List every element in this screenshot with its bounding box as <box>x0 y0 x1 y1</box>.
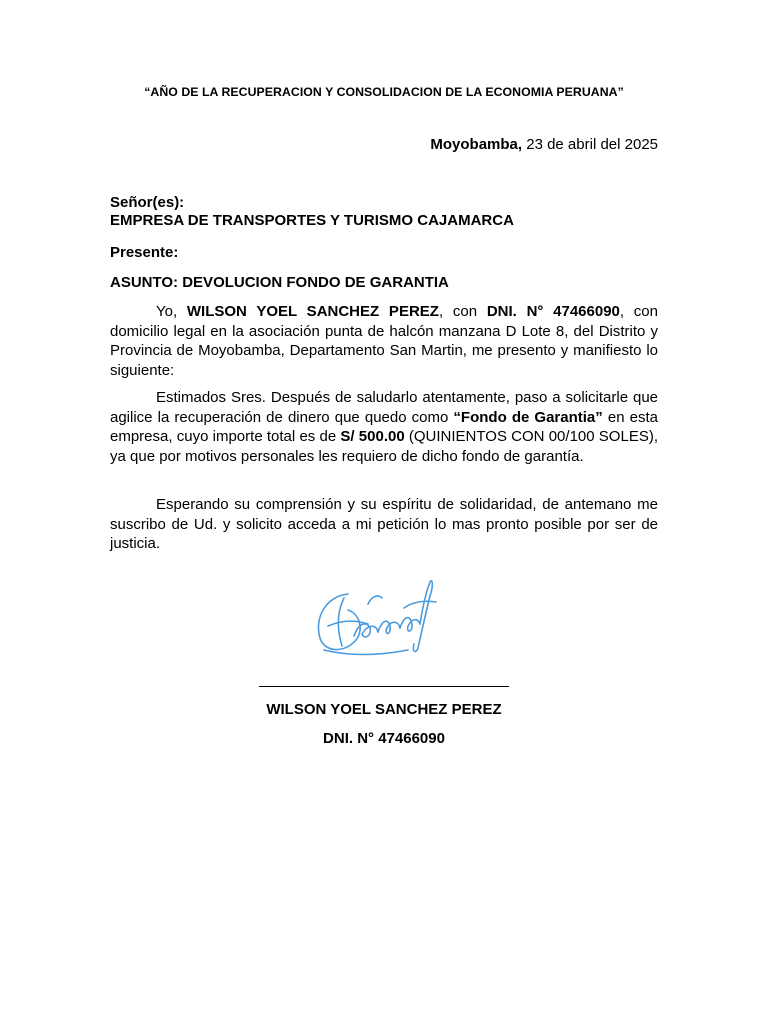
date-city: Moyobamba, <box>430 136 523 153</box>
presente-label: Presente: <box>110 244 179 261</box>
recipient-company: EMPRESA DE TRANSPORTES Y TURISMO CAJAMARCA <box>110 212 514 229</box>
signer-name: WILSON YOEL SANCHEZ PEREZ <box>266 701 502 718</box>
p2-amount: S/ 500.00 <box>340 428 405 445</box>
p1-sender-dni: DNI. N° 47466090 <box>486 303 620 320</box>
recipient-block <box>110 194 514 230</box>
p1-text-3: , con domicilio legal en la asociación punta de halcón manzana D Lote 8, del Distrito y Provincia de Moyobamba, Departamento San Martin, me presento y manifiesto lo siguiente: <box>110 303 658 379</box>
p2-text-1: Estimados Sres. Después de saludarlo atentamente, paso a solicitarle que agilice la recuperación de dinero que quedo como <box>110 389 658 426</box>
paragraph-introduction <box>110 302 658 380</box>
signature-line <box>259 686 509 687</box>
p1-sender-name: WILSON YOEL SANCHEZ PEREZ <box>186 303 439 320</box>
handwritten-signature <box>308 574 444 660</box>
date-text: 23 de abril del 2025 <box>522 136 658 153</box>
p2-text-2: en esta empresa, cuyo importe total es de <box>110 408 658 445</box>
subject-line: ASUNTO: DEVOLUCION FONDO DE GARANTIA <box>110 274 449 291</box>
p2-text-3: (QUINIENTOS CON 00/100 SOLES), ya que por motivos personales les requiero de dicho fondo de garantía. <box>110 428 658 465</box>
recipient-salutation: Señor(es): <box>110 194 185 211</box>
paragraph-closing: Esperando su comprensión y su espíritu de solidaridad, de antemano me suscribo de Ud. y solicito acceda a mi petición lo mas pronto posible por ser de justicia. <box>110 496 658 552</box>
p2-fondo: “Fondo de Garantia” <box>453 408 603 426</box>
date-line <box>430 136 658 153</box>
year-motto: “AÑO DE LA RECUPERACION Y CONSOLIDACION DE LA ECONOMIA PERUANA” <box>144 85 624 99</box>
signer-dni: DNI. N° 47466090 <box>323 730 445 747</box>
paragraph-request <box>110 388 658 466</box>
p1-text-2: , con <box>438 303 487 320</box>
p1-text-1: Yo, <box>156 303 187 320</box>
